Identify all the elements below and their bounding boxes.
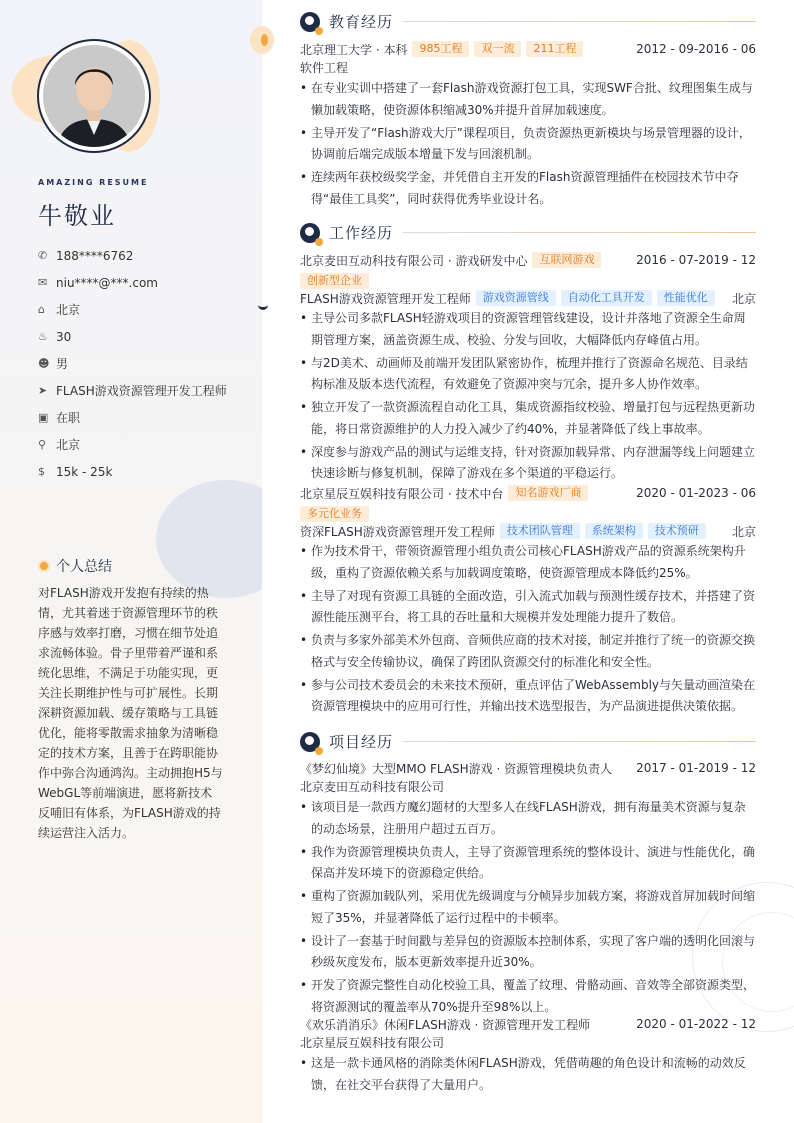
section-icon	[300, 12, 320, 32]
info-text: niu****@***.com	[56, 275, 158, 290]
send-icon: ➤	[38, 384, 48, 397]
company-name: 北京麦田互动科技有限公司 · 游戏研发中心	[300, 253, 528, 268]
avatar-portrait-icon	[43, 45, 145, 147]
info-age	[38, 323, 248, 350]
home-icon: ⌂	[38, 303, 45, 316]
list-item: • 连续两年获校级奖学金，并凭借自主开发的Flash资源管理插件在校园技术节中夺得“最佳工具奖”，同时获得优秀毕业设计名。	[300, 167, 756, 210]
list-item: • 这是一款卡通风格的消除类休闲FLASH游戏，凭借萌趣的角色设计和流畅的动效反馈，在社交平台获得了大量用户。	[300, 1053, 756, 1096]
school-tag: 211工程	[526, 41, 583, 57]
decor-dot	[250, 26, 274, 54]
section-divider	[403, 21, 756, 22]
info-text: FLASH游戏资源管理开发工程师	[56, 384, 227, 398]
avatar-frame	[37, 39, 151, 153]
project-date: 2017 - 01-2019 - 12	[636, 761, 756, 775]
list-item: • 设计了一套基于时间戳与差异包的资源版本控制体系，实现了客户端的透明化回滚与秒级灰度发布，版本更新效率提升近30%。	[300, 931, 756, 974]
project-bullets	[300, 1053, 756, 1096]
skill-tag: 性能优化	[657, 290, 715, 306]
summary-text: 对FLASH游戏开发抱有持续的热情，尤其着迷于资源管理环节的秩序感与效率打磨，习惯在细节处追求流畅体验。骨子里带着严谨和系统化思维，不满足于功能实现，更关注长期维护性与可扩展性。长期深耕资源加载、缓存策略与工具链优化，能将零散需求抽象为清晰稳定的技术方案，且善于在跨职能协作中弥合沟通鸿沟。主动拥抱H5与WebGL等前端演进，愿将新技术反哺旧有体系，为FLASH游戏的持续运营注入活力。	[38, 586, 223, 840]
info-email	[38, 269, 248, 296]
school-tag: 985工程	[412, 41, 469, 57]
decor-blob	[156, 480, 262, 598]
info-status	[38, 404, 248, 431]
company-name: 北京星辰互娱科技有限公司 · 技术中台	[300, 486, 504, 501]
project-name: 《梦幻仙境》大型MMO FLASH游戏 · 资源管理模块负责人	[300, 761, 613, 776]
company-tag: 多元化业务	[300, 506, 369, 522]
sidebar	[0, 0, 262, 1123]
section-title: 项目经历	[329, 733, 394, 751]
avatar	[43, 45, 145, 147]
list-item: • 独立开发了一款资源流程自动化工具，集成资源指纹校验、增量打包与远程热更新功能，将日常资源维护的人力投入减少了约40%，并显著降低了线上事故率。	[300, 397, 756, 440]
skill-tag: 游戏资源管线	[476, 290, 556, 306]
skill-tag: 系统架构	[585, 523, 643, 539]
list-item: • 重构了资源加载队列，采用优先级调度与分帧异步加载方案，将游戏首屏加载时间缩短了35%，并显著降低了运行过程中的卡顿率。	[300, 886, 756, 929]
project-company: 北京麦田互动科技有限公司	[300, 780, 445, 794]
info-text: 在职	[56, 411, 81, 425]
list-item: • 主导公司多款FLASH轻游戏项目的资源管理管线建设，设计并落地了资源全生命周期管理方案，涵盖资源生成、校验、分发与回收，大幅降低内存峰值占用。	[300, 308, 756, 351]
salary-icon: $	[38, 465, 45, 478]
job-city: 北京	[731, 524, 756, 539]
list-item: • 负责与多家外部美术外包商、音频供应商的技术对接，制定并推行了统一的资源交换格式与安全传输协议，确保了跨团队资源交付的标准化和安全性。	[300, 630, 756, 673]
section-title: 工作经历	[329, 224, 394, 242]
education-bullets	[300, 78, 756, 210]
list-item: • 参与公司技术委员会的未来技术预研，重点评估了WebAssembly与矢量动画渲染在资源管理模块中的应用可行性，并输出技术选型报告，为产品演进提供决策依据。	[300, 675, 756, 718]
list-item: • 与2D美术、动画师及前端开发团队紧密协作，梳理并推行了资源命名规范、目录结构标准及版本迭代流程，有效避免了资源冲突与冗余，提升多人协作效率。	[300, 353, 756, 396]
list-item: • 在专业实训中搭建了一套Flash游戏资源打包工具，实现SWF合批、纹理图集生成与懒加载策略，使资源体积缩减30%并提升首屏加载速度。	[300, 78, 756, 121]
summary-title: 个人总结	[56, 559, 112, 575]
company-row	[300, 251, 756, 269]
location-icon: ⚲	[38, 438, 47, 451]
project-company: 北京星辰互娱科技有限公司	[300, 1036, 445, 1050]
job-role: 资深FLASH游戏资源管理开发工程师	[300, 524, 495, 539]
info-text: 北京	[56, 438, 81, 452]
school-tag: 双一流	[474, 41, 521, 57]
info-job-target	[38, 377, 248, 404]
project-entry	[300, 1015, 756, 1098]
info-text: 15k - 25k	[56, 464, 113, 479]
role-row	[300, 522, 756, 540]
skill-tag: 自动化工具开发	[561, 290, 652, 306]
work-entry	[300, 484, 756, 719]
role-row	[300, 289, 756, 307]
company-tag-row	[300, 269, 756, 289]
list-item: • 主导了对现有资源工具链的全面改造，引入流式加载与预测性缓存技术，并搭建了资源性能压测平台，将工具的吞吐量和大规模并发处理能力提升了数倍。	[300, 586, 756, 629]
section-education-header	[300, 11, 756, 32]
phone-icon: ✆	[38, 249, 48, 262]
project-row	[300, 1015, 756, 1033]
section-divider	[403, 232, 756, 233]
skill-tag: 技术预研	[648, 523, 706, 539]
job-role: FLASH游戏资源管理开发工程师	[300, 291, 471, 306]
work-date: 2016 - 07-2019 - 12	[636, 253, 756, 267]
decor-arc	[258, 298, 268, 310]
info-text: 北京	[56, 303, 81, 317]
section-divider	[403, 741, 756, 742]
list-item: • 开发了资源完整性自动化校验工具，覆盖了纹理、骨骼动画、音效等全部资源类型，将资源测试的覆盖率从70%提升至98%以上。	[300, 975, 756, 1018]
section-work-header	[300, 222, 756, 243]
list-item: • 深度参与游戏产品的测试与运维支持，针对资源加载异常、内存泄漏等线上问题建立快速诊断与修复机制，保障了游戏在多个渠道的平稳运行。	[300, 442, 756, 485]
summary-header	[38, 556, 112, 576]
project-name: 《欢乐消消乐》休闲FLASH游戏 · 资源管理开发工程师	[300, 1017, 591, 1032]
company-row	[300, 484, 756, 502]
mail-icon: ✉	[38, 276, 48, 289]
gender-icon: ☻	[38, 357, 50, 370]
list-item: • 主导开发了“Flash游戏大厅”课程项目，负责资源热更新模块与场景管理器的设计，协调前后端完成版本增量下发与回滚机制。	[300, 123, 756, 166]
education-entry	[300, 40, 756, 212]
section-title: 教育经历	[329, 13, 394, 31]
education-row	[300, 40, 756, 58]
info-text: 男	[56, 357, 69, 371]
work-entry	[300, 251, 756, 486]
company-tag: 知名游戏厂商	[508, 485, 588, 501]
info-hometown	[38, 296, 248, 323]
work-date: 2020 - 01-2023 - 06	[636, 486, 756, 500]
company-tag: 创新型企业	[300, 273, 369, 289]
info-text: 30	[56, 329, 72, 344]
major: 软件工程	[300, 61, 349, 75]
education-date: 2012 - 09-2016 - 06	[636, 42, 756, 56]
summary-dot-icon	[38, 560, 50, 572]
info-text: 188****6762	[56, 248, 134, 263]
project-entry	[300, 759, 756, 1020]
briefcase-icon: ▣	[38, 411, 49, 424]
info-salary	[38, 458, 248, 485]
contact-info-list	[38, 242, 248, 485]
school-name: 北京理工大学 · 本科	[300, 42, 408, 57]
list-item: • 作为技术骨干，带领资源管理小组负责公司核心FLASH游戏产品的资源系统架构升级，重构了资源依赖关系与加载调度策略，使资源管理成本降低约25%。	[300, 541, 756, 584]
job-city: 北京	[731, 291, 756, 306]
info-location	[38, 431, 248, 458]
candidate-name: 牛敬业	[38, 202, 116, 230]
list-item: • 该项目是一款西方魔幻题材的大型多人在线FLASH游戏，拥有海量美术资源与复杂的动态场景，注册用户超过五百万。	[300, 797, 756, 840]
cake-icon: ♨	[38, 330, 48, 343]
main-content	[300, 0, 760, 1123]
section-icon	[300, 223, 320, 243]
company-tag: 互联网游戏	[532, 252, 601, 268]
project-bullets	[300, 797, 756, 1018]
project-row	[300, 759, 756, 777]
company-tag-row	[300, 502, 756, 522]
work-bullets	[300, 541, 756, 718]
skill-tag: 技术团队管理	[500, 523, 580, 539]
section-projects-header	[300, 731, 756, 752]
work-bullets	[300, 308, 756, 485]
info-gender	[38, 350, 248, 377]
section-icon	[300, 732, 320, 752]
resume-tagline: AMAZING RESUME	[38, 178, 149, 187]
info-phone	[38, 242, 248, 269]
list-item: • 我作为资源管理模块负责人，主导了资源管理系统的整体设计、演进与性能优化，确保高并发环境下的资源稳定供给。	[300, 842, 756, 885]
project-date: 2020 - 01-2022 - 12	[636, 1017, 756, 1031]
